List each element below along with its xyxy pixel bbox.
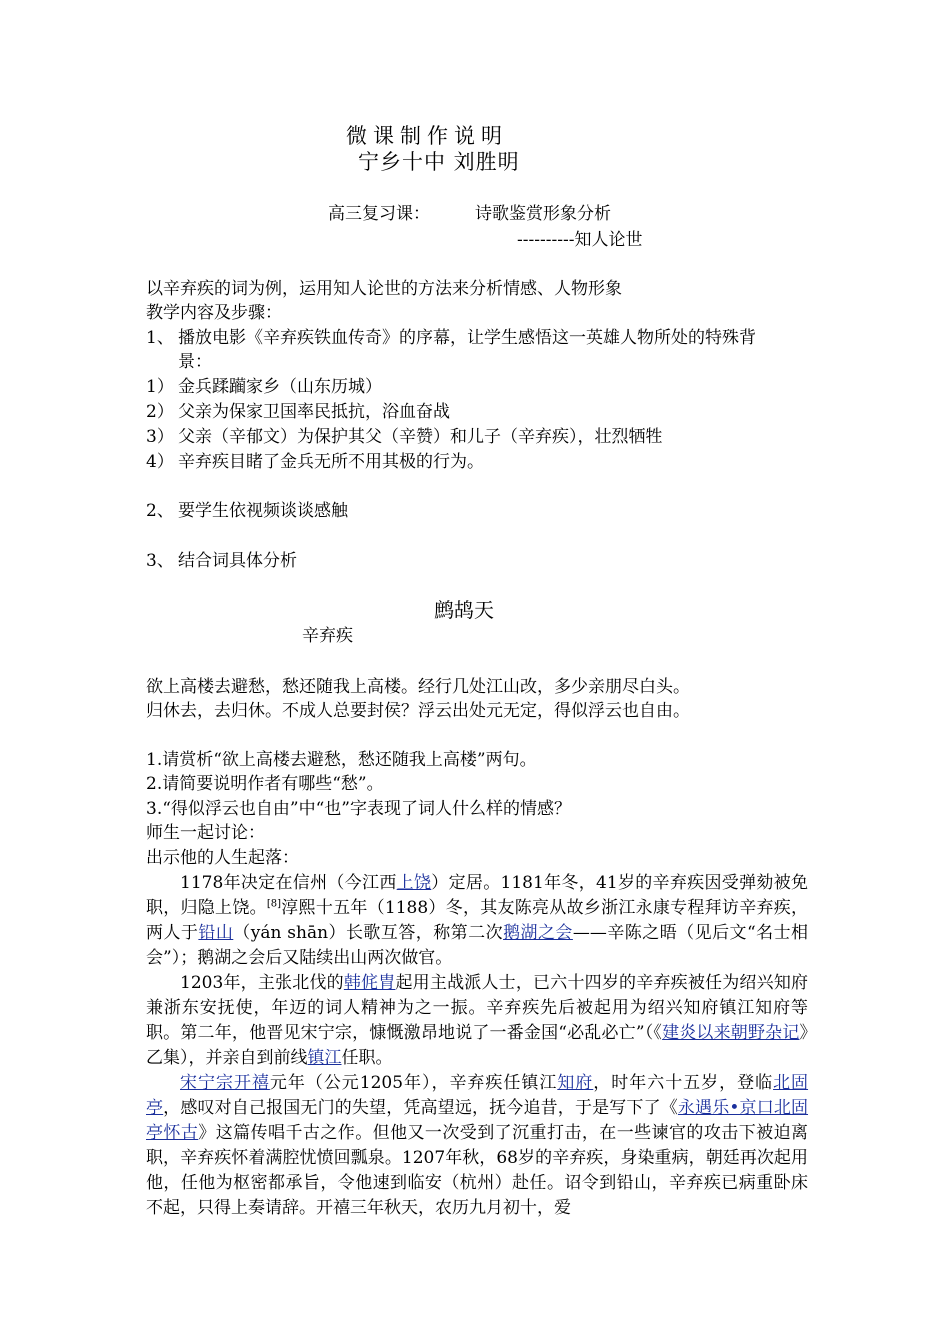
link-yanshan[interactable]: 铅山 bbox=[198, 923, 234, 943]
substep-2-text: 父亲为保家卫国率民抵抗，浴血奋战 bbox=[178, 402, 450, 422]
step-1-text-cont: 景： bbox=[178, 352, 212, 372]
substep-3-number: 3） bbox=[146, 427, 174, 447]
step-1-number: 1、 bbox=[146, 328, 174, 348]
life-heading: 出示他的人生起落： bbox=[146, 848, 299, 868]
substep-4-text: 辛弃疾目睹了金兵无所不用其极的行为。 bbox=[178, 452, 484, 472]
question-2: 2.请简要说明作者有哪些“愁”。 bbox=[146, 774, 384, 794]
link-han-tuozhou[interactable]: 韩侂胄 bbox=[343, 973, 396, 993]
reference-marker[interactable]: [8] bbox=[266, 898, 282, 910]
link-zhenjiang[interactable]: 镇江 bbox=[307, 1048, 342, 1068]
bio-text: 元年（公元1205年），辛弃疾任镇江 bbox=[269, 1073, 558, 1093]
bio-text: 》这篇传唱千古之作。但他又一次受到了沉重打击，在一些谏官的攻击下被迫离职，辛弃疾怀着满腔忧愤回瓢泉。1207年秋，68岁的辛弃疾，身染重病，朝廷再次起用他，任他为枢密都承旨，令他速到临安（杭州）赴任。诏令到铅山，辛弃疾已病重卧床不起，只得上奏请辞。开禧三年秋天，农历九月初十，爱 bbox=[146, 1123, 809, 1218]
poem-line-1: 欲上高楼去避愁，愁还随我上高楼。经行几处江山改，多少亲朋尽白头。 bbox=[146, 677, 690, 697]
bio-text: （yán shān）长歌互答，称第二次 bbox=[233, 923, 504, 943]
link-shangrao[interactable]: 上饶 bbox=[396, 873, 432, 893]
link-jianyan-zaji[interactable]: 建炎以来朝野杂记 bbox=[662, 1023, 800, 1043]
substep-1-number: 1） bbox=[146, 377, 174, 397]
bio-paragraph-3 bbox=[146, 1071, 808, 1221]
bio-text: 任职。 bbox=[341, 1048, 393, 1068]
substep-4-number: 4） bbox=[146, 452, 174, 472]
bio-text: 1178年决定在信州（今江西 bbox=[180, 873, 397, 893]
author-line: 宁乡十中 刘胜明 bbox=[358, 150, 520, 174]
intro-line: 以辛弃疾的词为例，运用知人论世的方法来分析情感、人物形象 bbox=[146, 279, 622, 299]
bio-text: ）定居。1181年冬，41岁的辛弃疾因受弹劾被免职，归隐上饶。 bbox=[146, 873, 809, 918]
bio-text: ，感叹对自己报国无门的失望，凭高望远，抚今追昔，于是写下了《 bbox=[163, 1098, 678, 1118]
link-zhifu[interactable]: 知府 bbox=[557, 1073, 594, 1093]
discussion-label: 师生一起讨论： bbox=[146, 823, 265, 843]
substep-1-text: 金兵蹂躏家乡（山东历城） bbox=[178, 377, 382, 397]
link-ehu-meeting[interactable]: 鹅湖之会 bbox=[503, 923, 573, 943]
bio-text: 1203年，主张北伐的 bbox=[180, 973, 344, 993]
bio-text: 》乙集），并亲自到前线 bbox=[146, 1023, 808, 1068]
substep-3-text: 父亲（辛郁文）为保护其父（辛赞）和儿子（辛弃疾），壮烈牺牲 bbox=[178, 427, 663, 447]
step-3-number: 3、 bbox=[146, 551, 174, 571]
link-beiguting[interactable]: 北固亭 bbox=[146, 1073, 809, 1118]
link-ningzong-kaixi[interactable]: 宋宁宗开禧 bbox=[180, 1073, 270, 1093]
course-subtitle: ----------知人论世 bbox=[517, 230, 643, 250]
doc-title: 微课制作说明 bbox=[346, 124, 508, 148]
step-2-number: 2、 bbox=[146, 501, 174, 521]
substep-2-number: 2） bbox=[146, 402, 174, 422]
bio-text: 淳熙十五年（1188）冬，其友陈亮从故乡浙江永康专程拜访辛弃疾，两人于 bbox=[146, 898, 808, 943]
bio-text: ——辛陈之晤（见后文“名士相会”）；鹅湖之会后又陆续出山两次做官。 bbox=[146, 923, 809, 968]
poem-author: 辛弃疾 bbox=[302, 626, 353, 646]
steps-heading: 教学内容及步骤： bbox=[146, 303, 282, 323]
bio-text: ，时年六十五岁，登临 bbox=[593, 1073, 774, 1093]
step-3-text: 结合词具体分析 bbox=[178, 551, 297, 571]
bio-paragraph-2 bbox=[146, 971, 808, 1071]
step-1-text: 播放电影《辛弃疾铁血传奇》的序幕，让学生感悟这一英雄人物所处的特殊背 bbox=[178, 328, 756, 348]
question-1: 1.请赏析“欲上高楼去避愁，愁还随我上高楼”两句。 bbox=[146, 750, 537, 770]
poem-line-2: 归休去，去归休。不成人总要封侯？浮云出处元无定，得似浮云也自由。 bbox=[146, 701, 690, 721]
bio-paragraph-1 bbox=[146, 871, 808, 971]
course-label: 高三复习课： bbox=[328, 204, 430, 224]
course-topic: 诗歌鉴赏形象分析 bbox=[475, 204, 611, 224]
bio-text: 起用主战派人士，已六十四岁的辛弃疾被任为绍兴知府兼浙东安抚使，年迈的词人精神为之一振。辛弃疾先后被起用为绍兴知府镇江知府等职。第二年，他晋见宋宁宗，慷慨激昂地说了一番金国“必乱必亡”（《 bbox=[146, 973, 809, 1043]
question-3: 3.“得似浮云也自由”中“也”字表现了词人什么样的情感？ bbox=[146, 799, 571, 819]
link-yongyule[interactable]: 永遇乐•京口北固亭怀古 bbox=[146, 1098, 809, 1143]
poem-title: 鹧鸪天 bbox=[434, 598, 494, 622]
step-2-text: 要学生依视频谈谈感触 bbox=[178, 501, 348, 521]
